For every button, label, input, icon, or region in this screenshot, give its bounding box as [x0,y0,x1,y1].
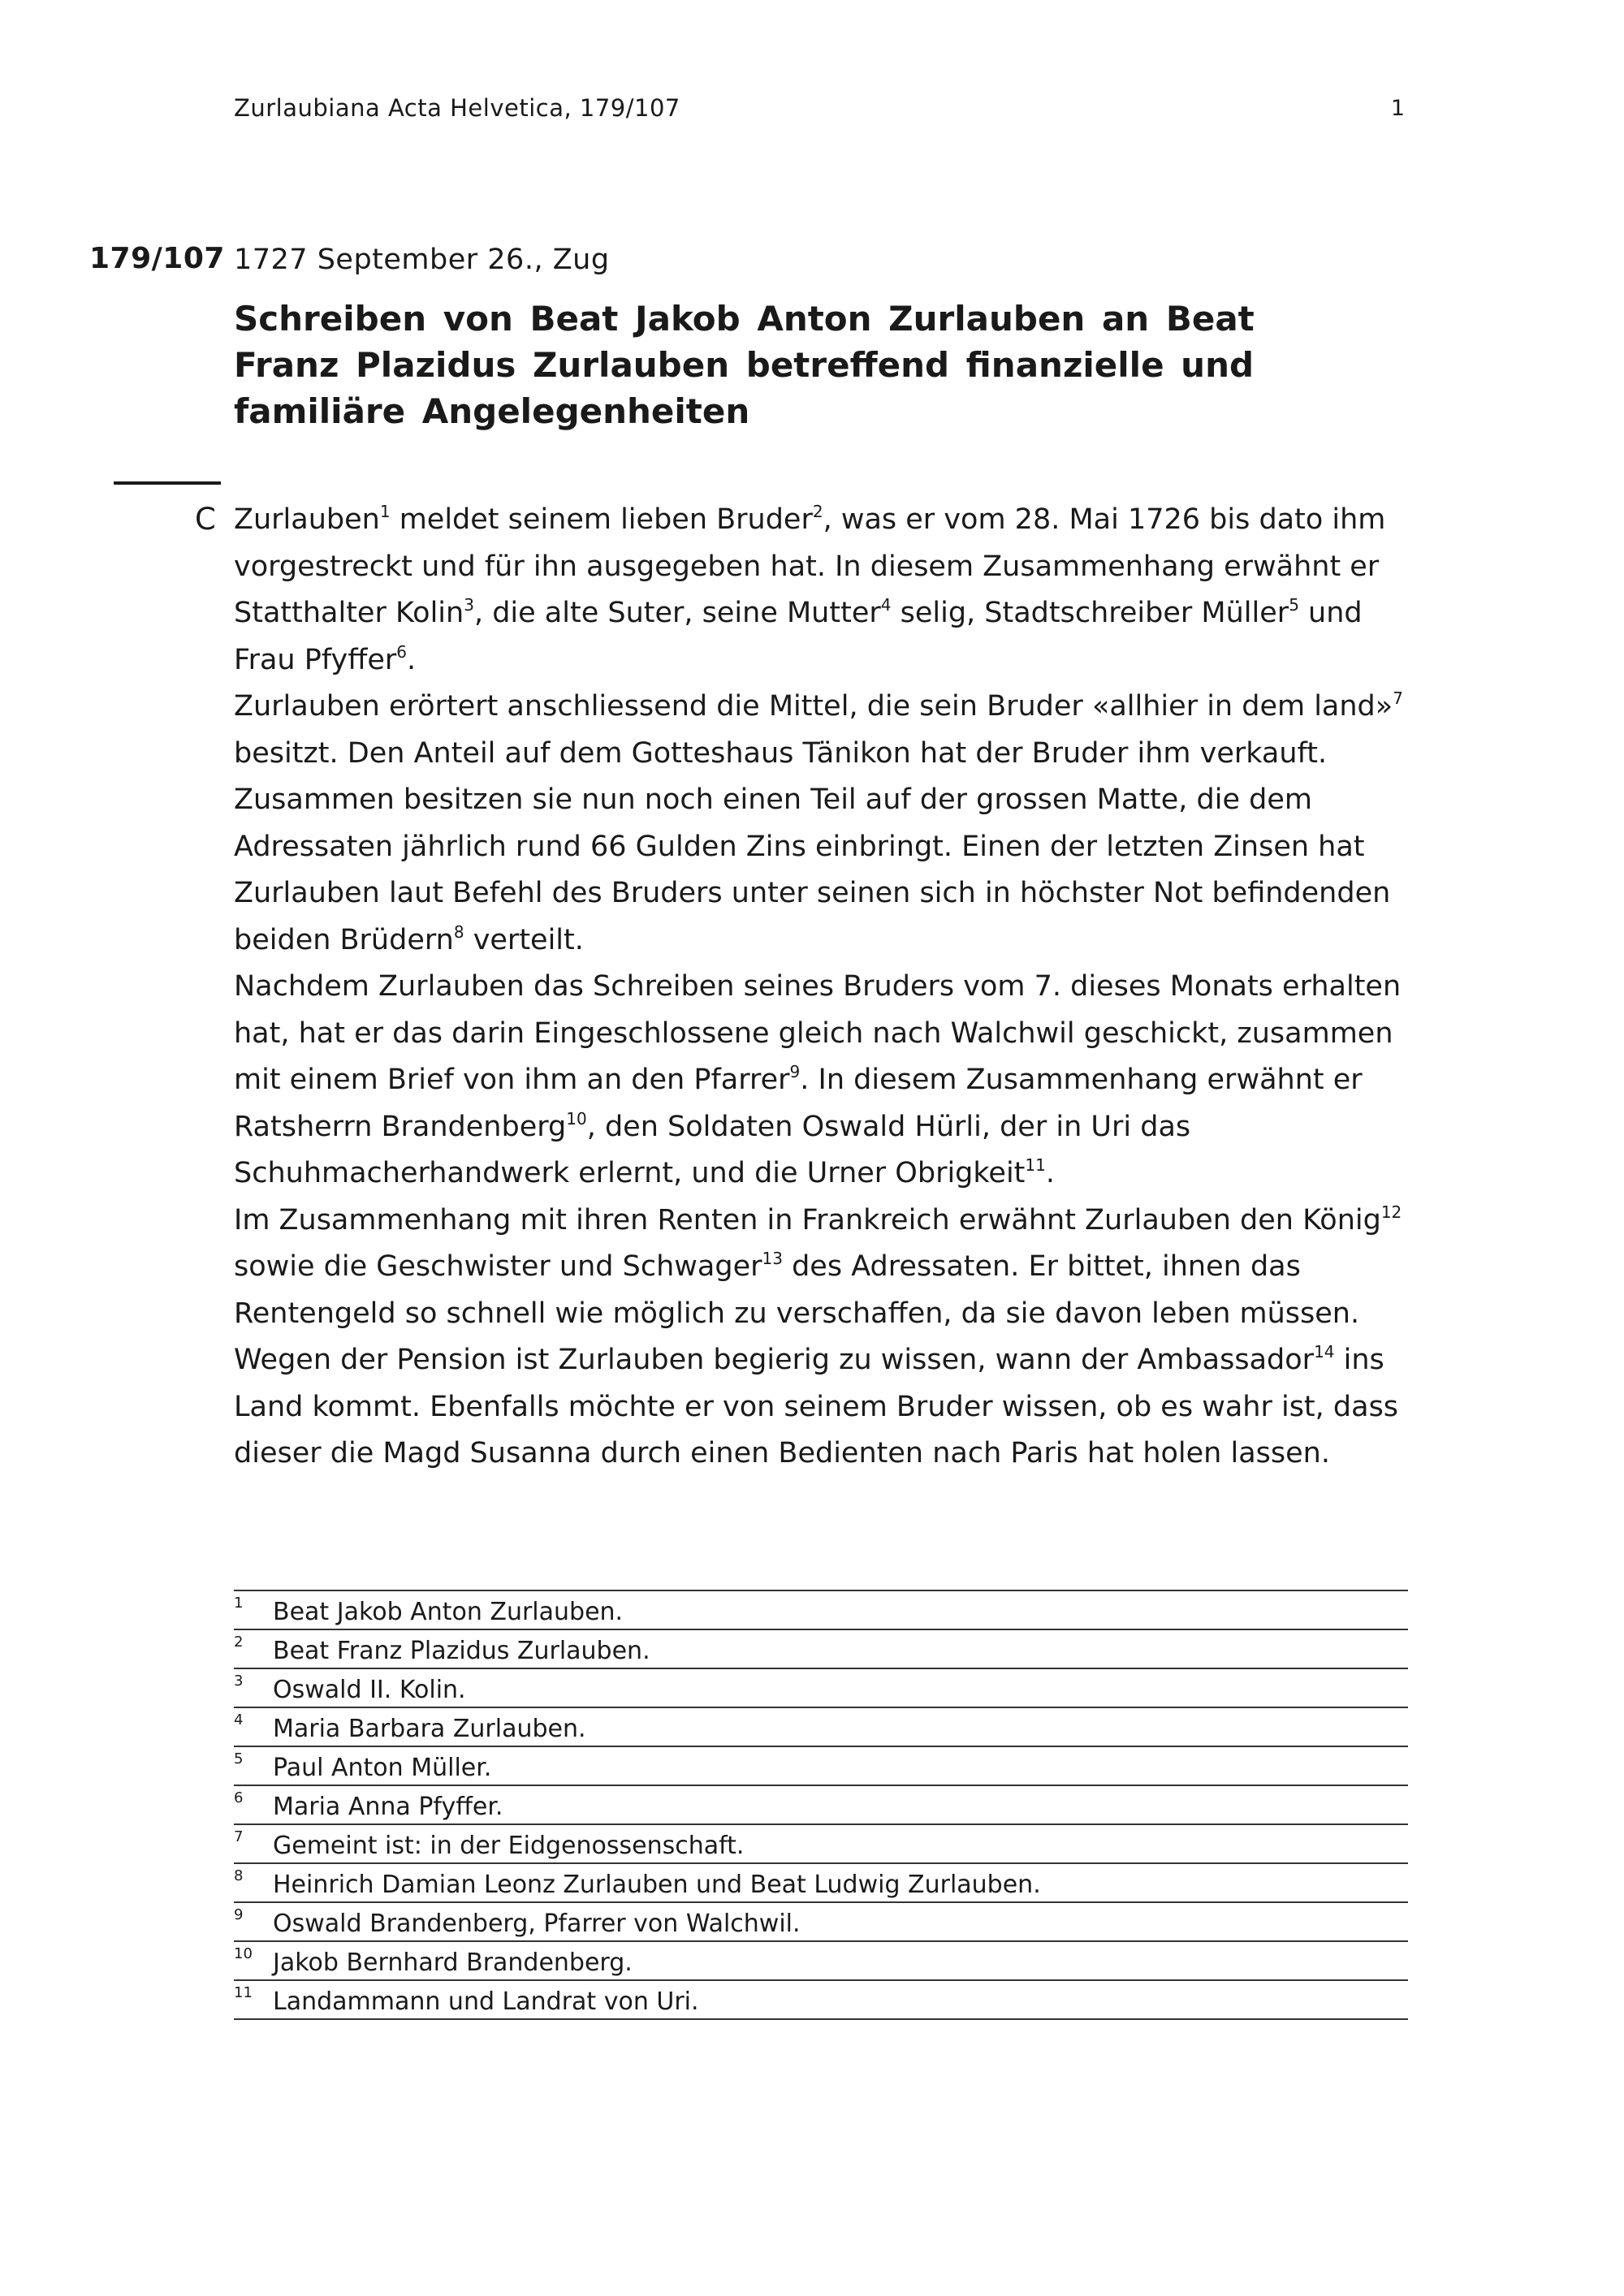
footnote [234,1864,1408,1903]
footnote-number: 6 [234,1789,244,1806]
footnote-ref[interactable]: 4 [880,595,892,615]
abstract-paragraph: Nachdem Zurlauben das Schreiben seines Bruders vom 7. dieses Monats erhalten hat, hat er das darin Eingeschlossene gleich nach Walchwil geschickt, zusammen mit einem Brief von ihm an den Pfarrer$^9$. In diesem Zusammenhang erwähnt er Ratsherrn Brandenberg$^{10}$, den Soldaten Oswald Hürli, der in Uri das Schuhmacherhandwerk erlernt, und die Urner Obrigkeit$^{11}$. [234,970,1402,1189]
footnote [234,1903,1408,1942]
footnote-text: Beat Jakob Anton Zurlauben. [273,1598,624,1626]
footnote-ref[interactable]: 12 [1380,1202,1402,1222]
footnote-text: Maria Anna Pfyffer. [273,1793,503,1821]
margin-rule [114,481,221,485]
footnote [234,1669,1408,1708]
footnote-text: Jakob Bernhard Brandenberg. [273,1949,633,1977]
footnote-number: 3 [234,1672,244,1690]
footnote-text: Landammann und Landrat von Uri. [273,1987,699,2016]
source-mark: C [195,502,216,537]
footnote-number: 5 [234,1750,244,1767]
footnote [234,1747,1408,1786]
footnote [234,1708,1408,1747]
footnote-ref[interactable]: 10 [566,1108,587,1129]
footnote-number: 11 [234,1984,253,2001]
running-header: Zurlaubiana Acta Helvetica, 179/107 [234,94,680,122]
footnote-ref[interactable]: 13 [762,1249,783,1268]
footnote-number: 7 [234,1828,244,1845]
footnote-ref[interactable]: 6 [396,641,408,662]
footnote-number: 9 [234,1906,244,1923]
footnotes [234,1590,1408,2020]
footnote-ref[interactable]: 3 [464,595,474,615]
footnote-ref[interactable]: 8 [453,921,464,942]
footnote-text: Maria Barbara Zurlauben. [273,1715,586,1743]
footnote [234,1786,1408,1825]
document-date-place: 1727 September 26., Zug [234,244,610,276]
footnote-text: Gemeint ist: in der Eidgenossenschaft. [273,1832,745,1860]
abstract-paragraph: Im Zusammenhang mit ihren Renten in Frankreich erwähnt Zurlauben den König$^{12}$ sowie die Geschwister und Schwager$^{13}$ des Adressaten. Er bittet, ihnen das Rentengeld so schnell wie möglich zu verschaffen, da sie davon leben müssen. Wegen der Pension ist Zurlauben begierig zu wissen, wann der Ambassador$^{14}$ ins Land kommt. Ebenfalls möchte er von seinem Bruder wissen, ob es wahr ist, dass dieser die Magd Susanna durch einen Bedienten nach Paris hat holen lassen. [234,1202,1402,1470]
footnote-ref[interactable]: 7 [1393,688,1403,708]
footnote [234,1630,1408,1669]
page-number: 1 [1390,96,1405,121]
footnote-ref[interactable]: 14 [1314,1342,1335,1362]
footnote-ref[interactable]: 5 [1289,595,1299,615]
footnote-ref[interactable]: 9 [789,1062,801,1081]
footnote-text: Beat Franz Plazidus Zurlauben. [273,1637,650,1665]
footnote [234,1591,1408,1630]
footnote-number: 10 [234,1945,253,1962]
abstract [234,497,1419,1478]
footnote-number: 1 [234,1595,244,1612]
document-title: Schreiben von Beat Jakob Anton Zurlauben an Beat Franz Plazidus Zurlauben betreffend finanzielle und familiäre Angelegenheiten [234,299,1255,431]
document-number: 179/107 [89,242,225,275]
footnote-number: 8 [234,1867,244,1884]
abstract-paragraph: Zurlauben erörtert anschliessend die Mittel, die sein Bruder «allhier in dem land»$^7$ besitzt. Den Anteil auf dem Gotteshaus Tänikon hat der Bruder ihm verkauft. Zusammen besitzen sie nun noch einen Teil auf der grossen Matte, die dem Adressaten jährlich rund 66 Gulden Zins einbringt. Einen der letzten Zinsen hat Zurlauben laut Befehl des Bruders unter seinen sich in höchster Not befindenden beiden Brüdern$^8$ verteilt. [234,688,1403,956]
footnote-ref[interactable]: 11 [1025,1155,1046,1175]
footnote [234,1825,1408,1864]
footnote-text: Paul Anton Müller. [273,1754,492,1782]
footnote-text: Heinrich Damian Leonz Zurlauben und Beat Ludwig Zurlauben. [273,1871,1041,1899]
footnote [234,1942,1408,1981]
footnote-text: Oswald II. Kolin. [273,1676,466,1704]
footnote-number: 4 [234,1711,244,1728]
footnote-number: 2 [234,1634,244,1651]
footnote [234,1981,1408,2020]
footnote-ref[interactable]: 2 [812,502,823,521]
footnote-ref[interactable]: 1 [379,502,391,521]
abstract-paragraph: Zurlauben$^1$ meldet seinem lieben Bruder$^2$, was er vom 28. Mai 1726 bis dato ihm vorgestreckt und für ihn ausgegeben hat. In diesem Zusammenhang erwähnt er Statthalter Kolin$^3$, die alte Suter, seine Mutter$^4$ selig, Stadtschreiber Müller$^5$ und Frau Pfyffer$^6$. [234,502,1386,676]
footnote-text: Oswald Brandenberg, Pfarrer von Walchwil. [273,1910,801,1938]
